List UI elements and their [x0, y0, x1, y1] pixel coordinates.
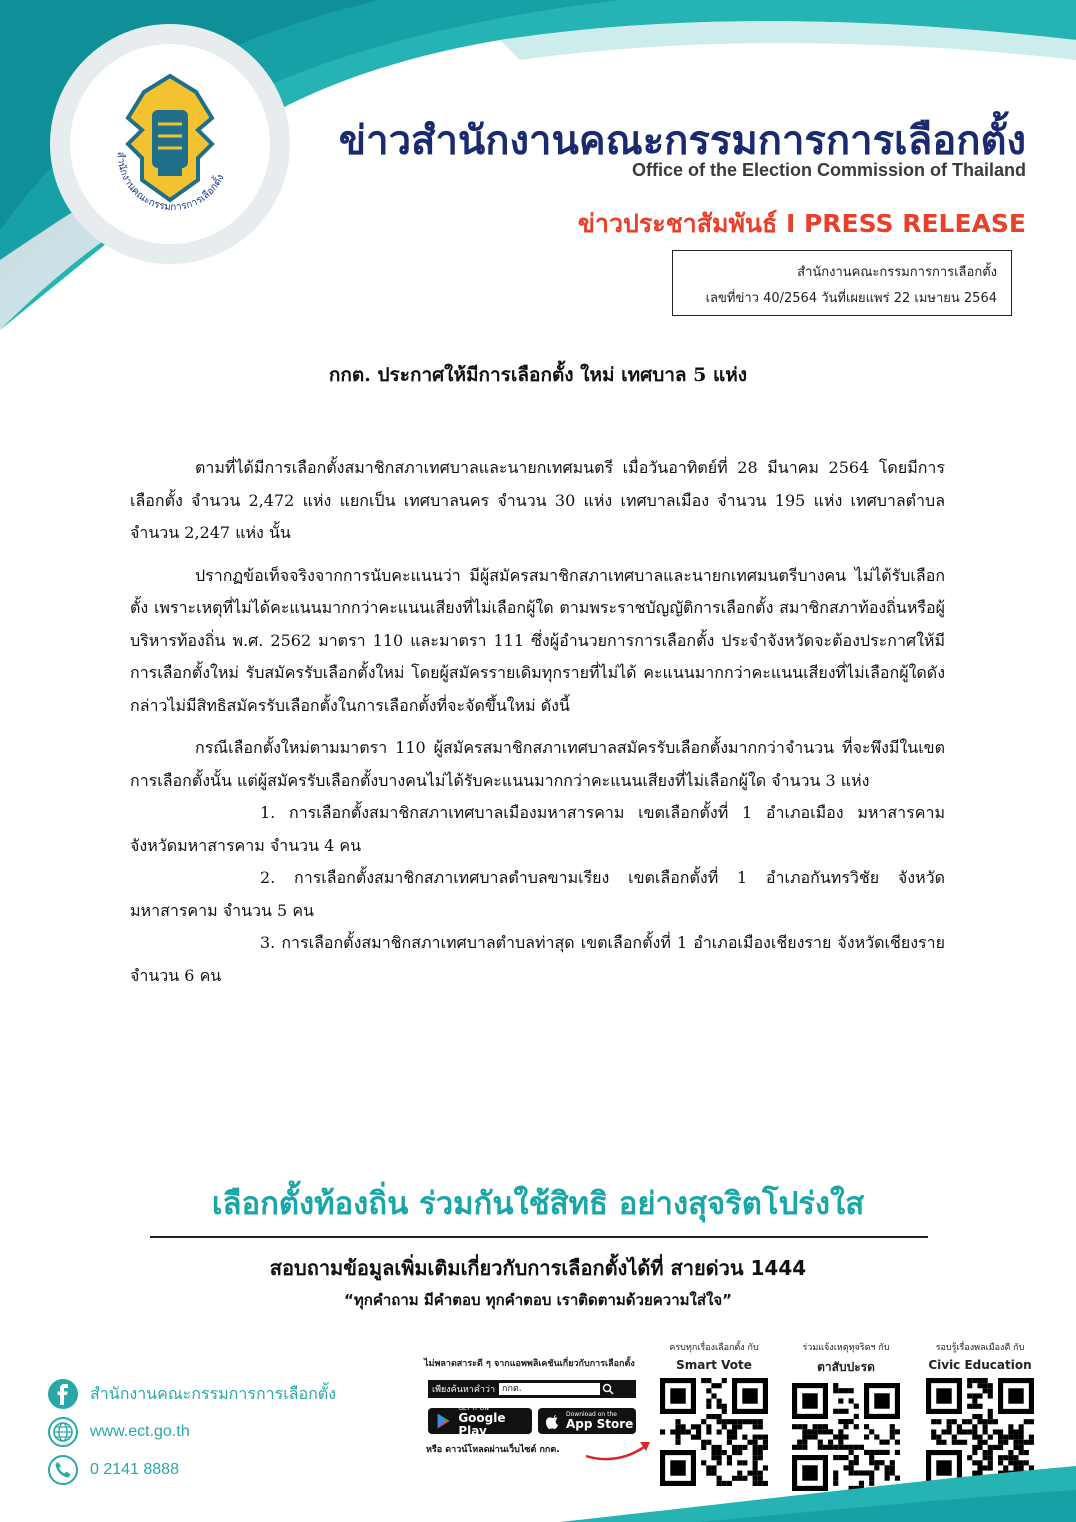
app-caption: ไม่พลาดสาระดี ๆ จากแอพพลิเคชันเกี่ยวกับการเลือกตั้ง [424, 1359, 635, 1369]
search-value: กกต. [499, 1383, 600, 1395]
paragraph-3: กรณีเลือกตั้งใหม่ตามมาตรา 110 ผู้สมัครสมาชิกสภาเทศบาลสมัครรับเลือกตั้งมากกว่าจำนวน ที่จะพึงมีในเขตการเลือกตั้งนั้น แต่ผู้สมัครรับเลือกตั้งบางคนไม่ได้รับคะแนนมากกว่าคะแนนเสียงที่ไม่เลือกผู้ใด จำนวน 3 แห่ง [130, 738, 945, 790]
header-title-thai: ข่าวสำนักงานคณะกรรมการการเลือกตั้ง [338, 118, 1026, 164]
app-search-box [428, 1380, 636, 1398]
svg-text:สำนักงานคณะกรรมการการเลือกตั้ง: สำนักงานคณะกรรมการการเลือกตั้ง [114, 151, 227, 214]
facebook-icon [48, 1379, 78, 1409]
ect-logo [88, 62, 252, 226]
app-store-text: App Store [566, 1417, 634, 1431]
phone-label: 0 2141 8888 [90, 1461, 179, 1478]
footer-decoration [0, 1460, 1076, 1522]
search-icon [600, 1381, 616, 1397]
qr-caption: ครบทุกเรื่องเลือกตั้ง กับ [669, 1343, 759, 1353]
google-play-icon [434, 1410, 454, 1432]
app-store-badge[interactable] [538, 1408, 636, 1434]
qr-name: ตาสับปะรด [817, 1360, 875, 1374]
facebook-label: สำนักงานคณะกรรมการการเลือกตั้ง [90, 1385, 336, 1403]
search-label: เพียงค้นหาคำว่า [432, 1385, 496, 1395]
facebook-contact[interactable] [48, 1378, 336, 1410]
google-play-small: GET IT ON [458, 1404, 489, 1412]
app-download-block [424, 1356, 646, 1466]
news-office: สำนักงานคณะกรรมการการเลือกตั้ง [797, 265, 997, 280]
press-release-label: ข่าวประชาสัมพันธ์ I PRESS RELEASE [577, 209, 1026, 238]
globe-icon [48, 1417, 78, 1447]
website-contact[interactable] [48, 1416, 190, 1448]
app-store-small: Download on the [566, 1411, 617, 1418]
qr-caption: ร่วมแจ้งเหตุทุจริตฯ กับ [802, 1343, 890, 1353]
google-play-text: Google Play [458, 1410, 506, 1438]
google-play-badge[interactable] [428, 1404, 532, 1438]
list-item: 1. การเลือกตั้งสมาชิกสภาเทศบาลเมืองมหาสารคาม เขตเลือกตั้งที่ 1 อำเภอเมือง มหาสารคาม จังหวัดมหาสารคาม จำนวน 4 คน [130, 803, 945, 855]
hotline-text: สอบถามข้อมูลเพิ่มเติมเกี่ยวกับการเลือกตั้งได้ที่ สายด่วน 1444 [269, 1256, 807, 1280]
qr-name: Civic Education [928, 1358, 1032, 1372]
document-body [130, 452, 945, 992]
qr-caption: รอบรู้เรื่องพลเมืองดี กับ [935, 1343, 1025, 1353]
divider [150, 1236, 928, 1238]
qr-name: Smart Vote [676, 1358, 752, 1372]
header-title-english: Office of the Election Commission of Thailand [631, 160, 1026, 180]
list-item: 3. การเลือกตั้งสมาชิกสภาเทศบาลตำบลท่าสุด เขตเลือกตั้งที่ 1 อำเภอเมืองเชียงราย จังหวัดเชียงราย จำนวน 6 คน [130, 933, 946, 985]
paragraph-1: ตามที่ได้มีการเลือกตั้งสมาชิกสภาเทศบาลและนายกเทศมนตรี เมื่อวันอาทิตย์ที่ 28 มีนาคม 2564 โดยมีการเลือกตั้ง จำนวน 2,472 แห่ง แยกเป็น เทศบาลนคร จำนวน 30 แห่ง เทศบาลเมือง จำนวน 195 แห่ง เทศบาลตำบล จำนวน 2,247 แห่ง นั้น [130, 458, 945, 542]
news-info-box [672, 250, 1012, 316]
apple-icon [544, 1411, 562, 1431]
website-download-note: หรือ ดาวน์โหลดผ่านเว็บไซต์ กกต. [426, 1445, 560, 1455]
paragraph-2: ปรากฏข้อเท็จจริงจากการนับคะแนนว่า มีผู้สมัครสมาชิกสภาเทศบาลและนายกเทศมนตรีบางคน ไม่ได้รับเลือกตั้ง เพราะเหตุที่ไม่ได้คะแนนมากกว่าคะแนนเสียงที่ไม่เลือกผู้ใด ตามพระราชบัญญัติการเลือกตั้ง สมาชิกสภาท้องถิ่นหรือผู้บริหารท้องถิ่น พ.ศ. 2562 มาตรา 110 และมาตรา 111 ซึ่งผู้อำนวยการการเลือกตั้ง ประจำจังหวัดจะต้องประกาศให้มีการเลือกตั้งใหม่ รับสมัครรับเลือกตั้งใหม่ โดยผู้สมัครรายเดิมทุกรายที่ไม่ได้ คะแนนมากกว่าคะแนนเสียงที่ไม่เลือกผู้ใดดังกล่าวไม่มีสิทธิสมัครรับเลือกตั้งในการเลือกตั้งที่จะจัดขึ้นใหม่ ดังนี้ [130, 565, 945, 715]
list-item: 2. การเลือกตั้งสมาชิกสภาเทศบาลตำบลขามเรียง เขตเลือกตั้งที่ 1 อำเภอกันทรวิชัย จังหวัดมหาสารคาม จำนวน 5 คน [130, 868, 946, 920]
document-title: กกต. ประกาศให้มีการเลือกตั้ง ใหม่ เทศบาล 5 แห่ง [328, 364, 748, 386]
slogan: เลือกตั้งท้องถิ่น ร่วมกันใช้สิทธิ อย่างสุจริตโปร่งใส [211, 1186, 865, 1222]
motto-quote: “ทุกคำถาม มีคำตอบ ทุกคำตอบ เราติดตามด้วยความใส่ใจ” [344, 1291, 732, 1309]
logo-caption [88, 62, 252, 226]
news-number-date: เลขที่ข่าว 40/2564 วันที่เผยแพร่ 22 เมษายน 2564 [705, 291, 997, 306]
website-label: www.ect.go.th [90, 1423, 190, 1440]
